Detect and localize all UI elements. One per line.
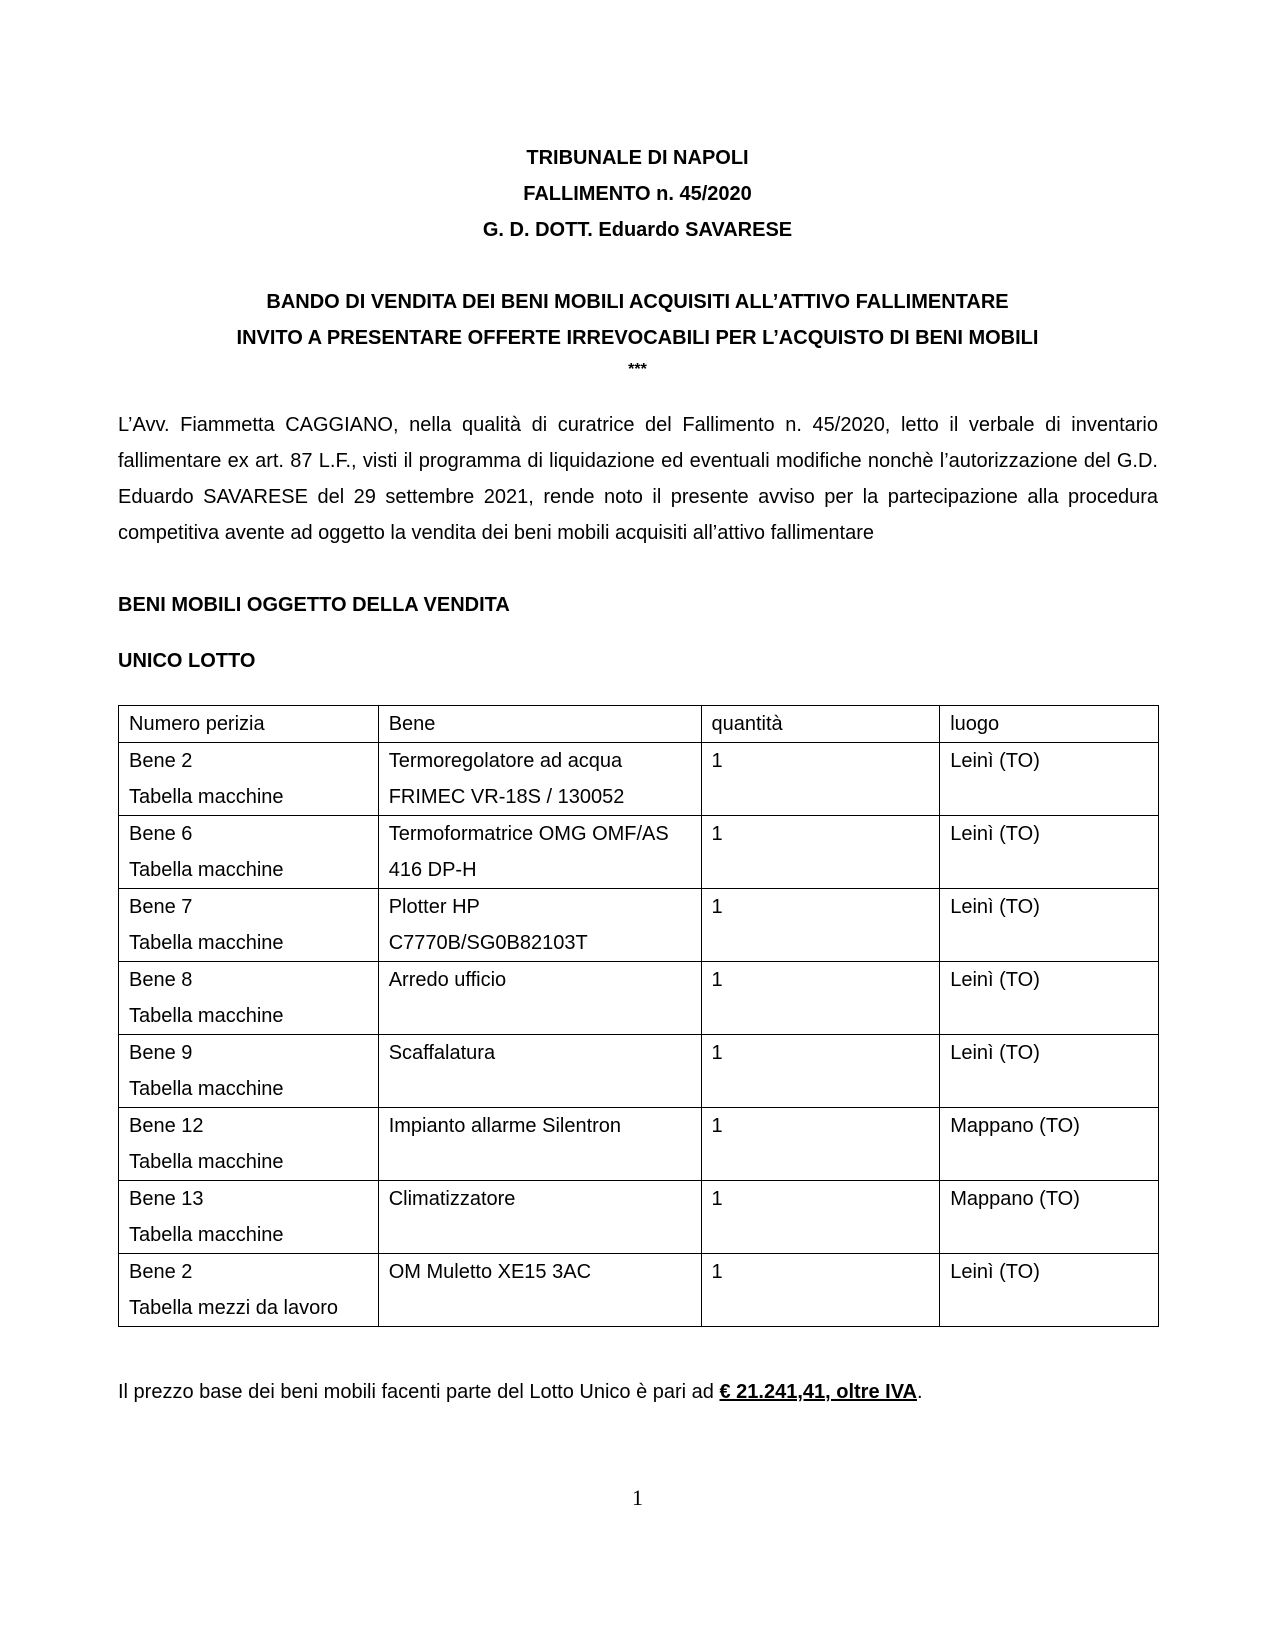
cell-place: Leinì (TO) bbox=[940, 962, 1159, 1035]
court-name: TRIBUNALE DI NAPOLI bbox=[526, 147, 749, 169]
base-price-statement bbox=[118, 1374, 923, 1410]
cell-bene bbox=[378, 962, 701, 1035]
item-table: Tabella macchine bbox=[129, 786, 284, 808]
item-number: Bene 12 bbox=[129, 1115, 204, 1137]
cell-quantity: 1 bbox=[701, 816, 940, 889]
cell-place: Mappano (TO) bbox=[940, 1108, 1159, 1181]
item-description-cont: C7770B/SG0B82103T bbox=[388, 932, 588, 954]
item-number: Bene 7 bbox=[129, 896, 193, 918]
title-separator: *** bbox=[628, 361, 647, 378]
item-table: Tabella macchine bbox=[129, 859, 284, 881]
table-row bbox=[119, 889, 1159, 962]
item-number: Bene 2 bbox=[129, 750, 193, 772]
item-number: Bene 13 bbox=[129, 1188, 204, 1210]
item-table: Tabella macchine bbox=[129, 1078, 284, 1100]
goods-table bbox=[118, 705, 1159, 1327]
table-row bbox=[119, 1035, 1159, 1108]
item-description: Arredo ufficio bbox=[388, 969, 507, 991]
cell-bene bbox=[378, 1035, 701, 1108]
intro-paragraph: L’Avv. Fiammetta CAGGIANO, nella qualità di curatrice del Fallimento n. 45/2020, letto il verbale di inventario fallimentare ex art. 87 L.F., visti il programma di liquidazione ed eventuali modifiche nonchè l’autorizzazione del G.D. Eduardo SAVARESE del 29 settembre 2021, rende noto il presente avviso per la partecipazione alla procedura competitiva avente ad oggetto la vendita dei beni mobili acquisiti all’attivo fallimentare bbox=[118, 414, 1158, 544]
item-description-cont: FRIMEC VR-18S / 130052 bbox=[388, 786, 625, 808]
item-table: Tabella macchine bbox=[129, 932, 284, 954]
title-sale-notice: BANDO DI VENDITA DEI BENI MOBILI ACQUISITI ALL’ATTIVO FALLIMENTARE bbox=[266, 291, 1009, 313]
cell-bene bbox=[378, 743, 701, 816]
table-header-cell: Bene bbox=[378, 706, 701, 743]
table-row bbox=[119, 1181, 1159, 1254]
table-header-cell: Numero perizia bbox=[119, 706, 379, 743]
case-number: FALLIMENTO n. 45/2020 bbox=[523, 183, 752, 205]
table-row bbox=[119, 962, 1159, 1035]
cell-numero-perizia bbox=[119, 816, 379, 889]
cell-bene bbox=[378, 889, 701, 962]
item-number: Bene 9 bbox=[129, 1042, 193, 1064]
table-header-row bbox=[119, 706, 1159, 743]
cell-place: Leinì (TO) bbox=[940, 889, 1159, 962]
base-price-end: . bbox=[917, 1381, 923, 1403]
item-description: Climatizzatore bbox=[388, 1188, 516, 1210]
section-goods-title: BENI MOBILI OGGETTO DELLA VENDITA bbox=[118, 594, 510, 616]
cell-place: Leinì (TO) bbox=[940, 816, 1159, 889]
table-header-cell: quantità bbox=[701, 706, 940, 743]
item-table: Tabella macchine bbox=[129, 1005, 284, 1027]
cell-numero-perizia bbox=[119, 1108, 379, 1181]
base-price-text: Il prezzo base dei beni mobili facenti parte del Lotto Unico è pari ad bbox=[118, 1381, 720, 1403]
cell-quantity: 1 bbox=[701, 889, 940, 962]
item-number: Bene 8 bbox=[129, 969, 193, 991]
judge-name: G. D. DOTT. Eduardo SAVARESE bbox=[482, 219, 793, 241]
table-header-cell: luogo bbox=[940, 706, 1159, 743]
cell-numero-perizia bbox=[119, 889, 379, 962]
cell-bene bbox=[378, 816, 701, 889]
item-description: Termoregolatore ad acqua bbox=[388, 750, 623, 772]
cell-numero-perizia bbox=[119, 962, 379, 1035]
item-table: Tabella macchine bbox=[129, 1151, 284, 1173]
item-description: Plotter HP bbox=[388, 896, 480, 918]
item-description-cont: 416 DP-H bbox=[388, 859, 477, 881]
cell-quantity: 1 bbox=[701, 1035, 940, 1108]
table-row bbox=[119, 816, 1159, 889]
item-table: Tabella mezzi da lavoro bbox=[129, 1297, 338, 1319]
page-number: 1 bbox=[632, 1485, 643, 1510]
section-lot-title: UNICO LOTTO bbox=[118, 650, 256, 672]
cell-quantity: 1 bbox=[701, 962, 940, 1035]
table-row bbox=[119, 1254, 1159, 1327]
document-header bbox=[0, 140, 1275, 248]
cell-numero-perizia bbox=[119, 1254, 379, 1327]
item-number: Bene 6 bbox=[129, 823, 193, 845]
cell-quantity: 1 bbox=[701, 1254, 940, 1327]
cell-bene bbox=[378, 1108, 701, 1181]
item-number: Bene 2 bbox=[129, 1261, 193, 1283]
item-description: Scaffalatura bbox=[388, 1042, 496, 1064]
item-description: Impianto allarme Silentron bbox=[388, 1115, 622, 1137]
base-price-amount: € 21.241,41, oltre IVA bbox=[719, 1381, 917, 1403]
cell-place: Leinì (TO) bbox=[940, 1254, 1159, 1327]
cell-bene bbox=[378, 1181, 701, 1254]
item-description: OM Muletto XE15 3AC bbox=[388, 1261, 592, 1283]
item-description: Termoformatrice OMG OMF/AS bbox=[388, 823, 669, 845]
cell-bene bbox=[378, 1254, 701, 1327]
cell-quantity: 1 bbox=[701, 743, 940, 816]
cell-quantity: 1 bbox=[701, 1108, 940, 1181]
document-titles bbox=[0, 284, 1275, 384]
cell-place: Leinì (TO) bbox=[940, 743, 1159, 816]
cell-place: Mappano (TO) bbox=[940, 1181, 1159, 1254]
cell-quantity: 1 bbox=[701, 1181, 940, 1254]
table-row bbox=[119, 1108, 1159, 1181]
cell-place: Leinì (TO) bbox=[940, 1035, 1159, 1108]
item-table: Tabella macchine bbox=[129, 1224, 284, 1246]
title-invitation: INVITO A PRESENTARE OFFERTE IRREVOCABILI PER L’ACQUISTO DI BENI MOBILI bbox=[236, 327, 1039, 349]
cell-numero-perizia bbox=[119, 1181, 379, 1254]
cell-numero-perizia bbox=[119, 1035, 379, 1108]
table-row bbox=[119, 743, 1159, 816]
cell-numero-perizia bbox=[119, 743, 379, 816]
